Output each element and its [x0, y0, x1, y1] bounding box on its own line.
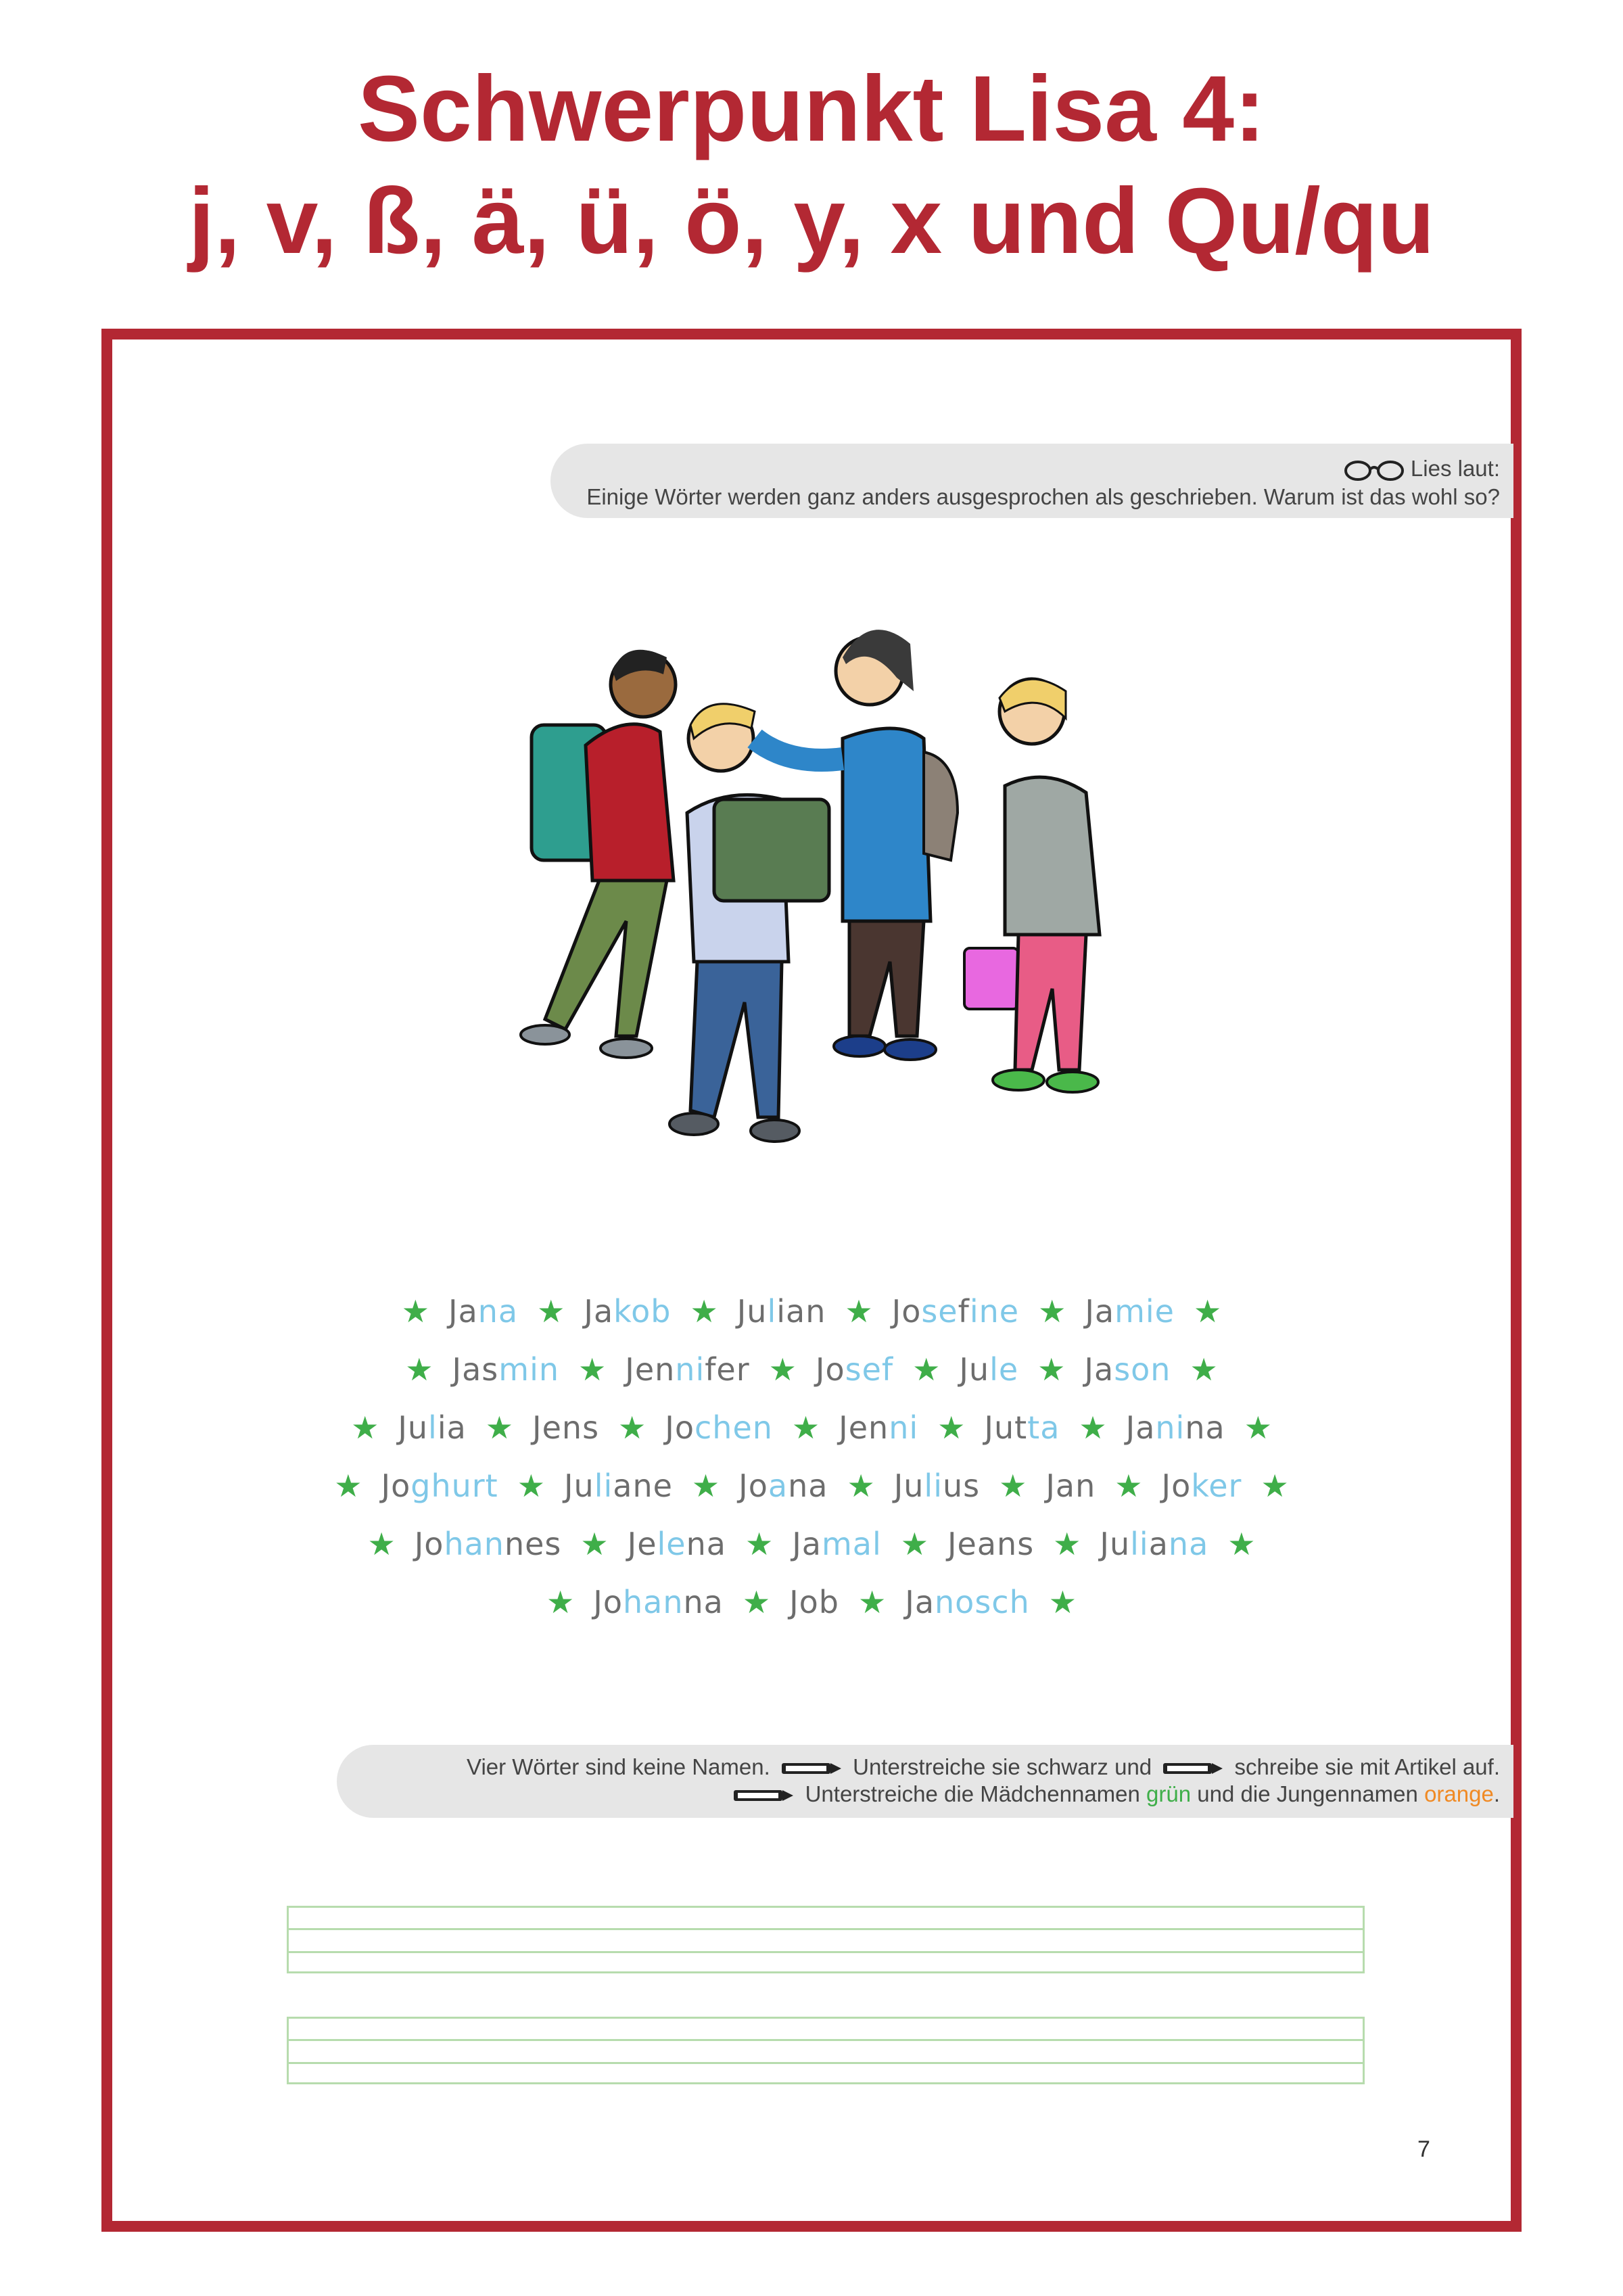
star-icon: ★ — [1079, 1409, 1107, 1446]
name-word — [792, 1526, 882, 1562]
names-row — [112, 1526, 1511, 1562]
name-word — [584, 1293, 671, 1330]
name-word — [532, 1409, 599, 1446]
syllable: Ju — [1100, 1526, 1131, 1562]
instruction-line1-a: Vier Wörter sind keine Namen. — [467, 1754, 770, 1779]
name-word — [448, 1293, 518, 1330]
syllable: son — [1114, 1351, 1171, 1388]
syllable: a — [1148, 1526, 1169, 1562]
syllable: nes — [504, 1526, 562, 1562]
syllable: ghurt — [410, 1468, 498, 1504]
name-word — [564, 1468, 673, 1504]
star-icon: ★ — [742, 1584, 771, 1620]
syllable: han — [622, 1584, 684, 1620]
syllable: Jo — [738, 1468, 768, 1504]
syllable: Ja — [905, 1584, 935, 1620]
name-word — [892, 1293, 1019, 1330]
name-word — [628, 1526, 726, 1562]
syllable: fer — [705, 1351, 750, 1388]
word-gruen: grün — [1146, 1781, 1192, 1806]
page-number: 7 — [1417, 2136, 1430, 2162]
star-icon: ★ — [900, 1526, 928, 1562]
syllable: Ja — [1085, 1293, 1115, 1330]
star-icon: ★ — [1261, 1468, 1289, 1504]
name-word — [665, 1409, 773, 1446]
star-icon: ★ — [537, 1293, 565, 1330]
syllable: ni — [1155, 1409, 1185, 1446]
syllable: han — [444, 1526, 504, 1562]
syllable: na — [686, 1526, 726, 1562]
star-icon: ★ — [1048, 1584, 1077, 1620]
instruction-line1-c: schreibe sie mit Artikel auf. — [1234, 1754, 1500, 1779]
syllable: Jo — [381, 1468, 411, 1504]
page-title-line2: j, v, ß, ä, ü, ö, y, x und Qu/qu — [188, 169, 1435, 273]
syllable: Jen — [625, 1351, 676, 1388]
star-icon: ★ — [745, 1526, 774, 1562]
instruction-read-aloud — [550, 444, 1513, 518]
syllable: ian — [776, 1293, 826, 1330]
syllable: Ja — [792, 1526, 822, 1562]
star-icon: ★ — [546, 1584, 575, 1620]
syllable: Ju — [563, 1468, 594, 1504]
star-icon: ★ — [401, 1293, 430, 1330]
name-word — [625, 1351, 749, 1388]
worksheet-frame — [101, 329, 1522, 2232]
syllable: ane — [613, 1468, 673, 1504]
star-icon: ★ — [1227, 1526, 1256, 1562]
star-icon: ★ — [578, 1351, 607, 1388]
pencil-icon — [1162, 1761, 1224, 1776]
star-icon: ★ — [405, 1351, 433, 1388]
syllable: li — [594, 1468, 613, 1504]
star-icon: ★ — [791, 1409, 820, 1446]
names-row — [112, 1351, 1511, 1388]
syllable: Ja — [584, 1293, 614, 1330]
syllable: na — [788, 1468, 828, 1504]
syllable: Job — [789, 1584, 839, 1620]
instruction-line2-a: Unterstreiche die Mädchennamen — [805, 1781, 1140, 1806]
star-icon: ★ — [768, 1351, 797, 1388]
star-icon: ★ — [1053, 1526, 1081, 1562]
read-aloud-label: Lies laut: — [1410, 456, 1500, 481]
syllable: Jo — [891, 1293, 922, 1330]
name-word — [1045, 1468, 1096, 1504]
star-icon: ★ — [1190, 1351, 1218, 1388]
name-word — [1126, 1409, 1225, 1446]
syllable: na — [1185, 1409, 1225, 1446]
syllable: f — [958, 1293, 970, 1330]
syllable: chen — [695, 1409, 773, 1446]
writing-lines-2[interactable] — [287, 2017, 1365, 2084]
syllable: mie — [1114, 1293, 1175, 1330]
syllable: ni — [889, 1409, 919, 1446]
star-icon: ★ — [1193, 1293, 1222, 1330]
name-word — [737, 1293, 826, 1330]
name-word — [593, 1584, 724, 1620]
name-word — [738, 1468, 828, 1504]
star-icon: ★ — [1037, 1351, 1066, 1388]
star-icon: ★ — [691, 1468, 720, 1504]
star-icon: ★ — [912, 1351, 941, 1388]
name-word — [452, 1351, 559, 1388]
star-icon: ★ — [485, 1409, 514, 1446]
syllable: Ja — [448, 1293, 478, 1330]
name-word — [1084, 1351, 1171, 1388]
children-illustration — [491, 596, 1235, 1178]
pencil-icon — [732, 1788, 795, 1803]
syllable: mal — [821, 1526, 882, 1562]
name-word — [415, 1526, 562, 1562]
boy-red-sweater-figure — [521, 650, 676, 1058]
read-aloud-text: Einige Wörter werden ganz anders ausgesprochen als geschrieben. Warum ist das wohl so? — [586, 484, 1500, 509]
syllable: l — [767, 1293, 777, 1330]
girl-grey-jacket-figure — [964, 679, 1100, 1092]
word-orange: orange — [1424, 1781, 1494, 1806]
syllable: sef — [845, 1351, 894, 1388]
star-icon: ★ — [517, 1468, 545, 1504]
syllable: Jas — [452, 1351, 499, 1388]
syllable: Jo — [593, 1584, 623, 1620]
star-icon: ★ — [690, 1293, 718, 1330]
name-word — [839, 1409, 918, 1446]
name-word — [1085, 1293, 1175, 1330]
name-word — [947, 1526, 1034, 1562]
syllable: Jan — [1045, 1468, 1096, 1504]
syllable: Jut — [984, 1409, 1028, 1446]
syllable: nosch — [935, 1584, 1030, 1620]
syllable: kob — [613, 1293, 672, 1330]
name-word — [816, 1351, 893, 1388]
syllable: Ju — [398, 1409, 429, 1446]
syllable: Jo — [414, 1526, 444, 1562]
star-icon: ★ — [999, 1468, 1027, 1504]
names-row — [112, 1293, 1511, 1330]
names-row — [112, 1584, 1511, 1620]
syllable: Ju — [959, 1351, 990, 1388]
syllable: li — [1130, 1526, 1149, 1562]
syllable: Jens — [532, 1409, 600, 1446]
star-icon: ★ — [618, 1409, 646, 1446]
star-icon: ★ — [351, 1409, 379, 1446]
star-icon: ★ — [937, 1409, 966, 1446]
glasses-icon — [1343, 459, 1405, 482]
instruction-line2-b: und die Jungennamen — [1197, 1781, 1418, 1806]
star-icon: ★ — [847, 1468, 875, 1504]
syllable: us — [942, 1468, 981, 1504]
syllable: ker — [1191, 1468, 1242, 1504]
pencil-icon — [780, 1761, 843, 1776]
name-word — [398, 1409, 466, 1446]
syllable: Jo — [1161, 1468, 1192, 1504]
instruction-underline — [337, 1745, 1513, 1818]
syllable: Ju — [736, 1293, 768, 1330]
syllable: na — [477, 1293, 519, 1330]
syllable: li — [924, 1468, 943, 1504]
syllable: ia — [437, 1409, 467, 1446]
name-word — [1162, 1468, 1242, 1504]
syllable: le — [657, 1526, 686, 1562]
writing-lines-1[interactable] — [287, 1906, 1365, 1973]
name-word — [789, 1584, 839, 1620]
syllable: na — [683, 1584, 724, 1620]
syllable: Ju — [893, 1468, 924, 1504]
syllable: a — [768, 1468, 789, 1504]
star-icon: ★ — [1038, 1293, 1066, 1330]
names-row — [112, 1409, 1511, 1446]
syllable: le — [989, 1351, 1019, 1388]
syllable: ta — [1027, 1409, 1060, 1446]
name-word — [1100, 1526, 1208, 1562]
star-icon: ★ — [1114, 1468, 1143, 1504]
syllable: se — [921, 1293, 958, 1330]
instruction-line2-c: . — [1493, 1781, 1500, 1806]
name-word — [984, 1409, 1060, 1446]
syllable: ine — [969, 1293, 1020, 1330]
name-word — [381, 1468, 498, 1504]
page-title-line1: Schwerpunkt Lisa 4: — [358, 57, 1265, 161]
syllable: Jo — [665, 1409, 695, 1446]
syllable: Ja — [1125, 1409, 1156, 1446]
star-icon: ★ — [334, 1468, 362, 1504]
star-icon: ★ — [580, 1526, 609, 1562]
syllable: l — [428, 1409, 438, 1446]
syllable: ni — [675, 1351, 705, 1388]
syllable: na — [1168, 1526, 1209, 1562]
star-icon: ★ — [367, 1526, 396, 1562]
star-icon: ★ — [858, 1584, 887, 1620]
name-word — [905, 1584, 1029, 1620]
syllable: Jen — [839, 1409, 889, 1446]
name-word — [894, 1468, 980, 1504]
instruction-line1-b: Unterstreiche sie schwarz und — [853, 1754, 1152, 1779]
star-icon: ★ — [1244, 1409, 1272, 1446]
syllable: min — [498, 1351, 560, 1388]
syllable: Ja — [1084, 1351, 1114, 1388]
syllable: Je — [627, 1526, 657, 1562]
name-word — [959, 1351, 1018, 1388]
names-row — [112, 1468, 1511, 1504]
star-icon: ★ — [845, 1293, 873, 1330]
syllable: Jeans — [947, 1526, 1035, 1562]
syllable: Jo — [815, 1351, 845, 1388]
